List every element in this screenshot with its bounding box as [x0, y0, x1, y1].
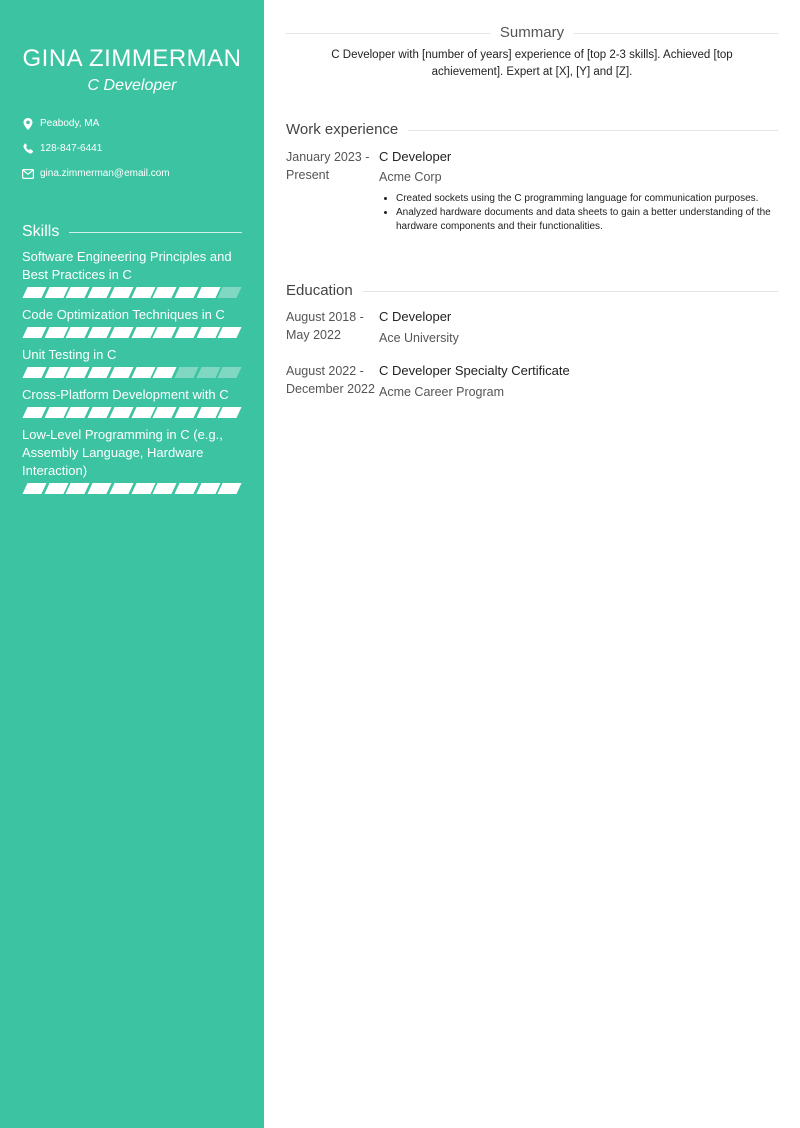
education-entry-title: C Developer Specialty Certificate [379, 363, 570, 378]
work-entry-dates [286, 148, 379, 234]
skill-segment-filled [153, 327, 177, 338]
skill-segment-filled [131, 367, 155, 378]
skill-segment-filled [131, 287, 155, 298]
education-entry-date-end: December 2022 [286, 382, 375, 396]
skill-segment-filled [109, 407, 133, 418]
summary-title: Summary [499, 24, 565, 41]
skill-segment-empty [218, 367, 242, 378]
skill-segment-empty [218, 287, 242, 298]
skill-item [22, 306, 242, 338]
skill-segment-filled [109, 287, 133, 298]
skill-item [22, 346, 242, 378]
skills-divider [69, 232, 242, 233]
work-title: Work experience [286, 121, 399, 138]
contact-phone [22, 136, 242, 161]
skills-title: Skills [22, 223, 60, 240]
skill-level-bar [22, 367, 242, 378]
skill-item [22, 248, 242, 298]
education-entry-dates [286, 308, 379, 348]
skill-level-bar [22, 327, 242, 338]
work-divider [408, 130, 778, 131]
skill-segment-filled [131, 407, 155, 418]
work-bullet: • Created sockets using the C programming language for communication purposes. [396, 192, 778, 206]
education-entry-body [379, 362, 570, 402]
skill-segment-filled [174, 287, 198, 298]
education-entry-dates [286, 362, 379, 402]
work-header [286, 121, 778, 139]
education-entry-date-end: May 2022 [286, 328, 341, 342]
education-header [286, 282, 778, 300]
skill-level-bar [22, 483, 242, 494]
skill-segment-filled [22, 327, 46, 338]
skill-segment-filled [66, 367, 90, 378]
skill-level-bar [22, 407, 242, 418]
skill-segment-filled [88, 407, 112, 418]
sidebar [0, 0, 264, 1128]
contact-email-text: gina.zimmerman@email.com [40, 168, 170, 179]
summary-divider-left [286, 33, 490, 34]
skill-segment-filled [153, 483, 177, 494]
skill-segment-filled [88, 367, 112, 378]
education-entry [286, 362, 778, 402]
skill-segment-filled [66, 483, 90, 494]
skill-name: Software Engineering Principles and Best Practices in C [22, 249, 232, 282]
skill-name: Cross-Platform Development with C [22, 387, 229, 402]
education-divider [363, 291, 778, 292]
education-entry-school: Acme Career Program [379, 385, 505, 399]
work-entry-date-end: Present [286, 168, 330, 182]
skill-segment-filled [22, 483, 46, 494]
phone-icon [22, 143, 34, 155]
work-entry-body [379, 148, 778, 234]
skill-segment-filled [218, 407, 242, 418]
work-entry-company: Acme Corp [379, 170, 442, 184]
skill-segment-filled [153, 287, 177, 298]
education-entry-date-start: August 2022 - [286, 364, 364, 378]
contact-phone-text: 128-847-6441 [40, 143, 103, 154]
summary-header [286, 24, 778, 42]
skill-name: Unit Testing in C [22, 347, 117, 362]
candidate-role: C Developer [87, 77, 177, 94]
contact-location [22, 111, 242, 136]
skill-item [22, 426, 242, 494]
contact-location-text: Peabody, MA [40, 118, 100, 129]
skill-level-bar [22, 287, 242, 298]
skill-segment-filled [131, 483, 155, 494]
contact-email [22, 161, 242, 186]
work-bullet: • Analyzed hardware documents and data sheets to gain a better understanding of the hardware components and their functionalities. [396, 206, 778, 234]
skill-item [22, 386, 242, 418]
summary-divider-right [574, 33, 778, 34]
skill-segment-filled [66, 327, 90, 338]
education-entry-date-start: August 2018 - [286, 310, 364, 324]
skill-segment-filled [174, 327, 198, 338]
skill-segment-filled [88, 483, 112, 494]
skill-segment-filled [131, 327, 155, 338]
skills-header [22, 222, 242, 242]
education-entry-title: C Developer [379, 309, 452, 324]
skill-segment-filled [109, 327, 133, 338]
skill-segment-filled [66, 287, 90, 298]
skill-segment-filled [22, 287, 46, 298]
envelope-icon [22, 168, 34, 180]
work-entry-title: C Developer [379, 149, 452, 164]
skill-segment-filled [174, 483, 198, 494]
summary-text: C Developer with [number of years] experience of [top 2-3 skills]. Achieved [top achievement]. Expert at [X], [Y] and [Z]. [331, 49, 733, 78]
work-entry-bullets [379, 192, 778, 234]
skill-segment-filled [109, 367, 133, 378]
skill-segment-empty [174, 367, 198, 378]
education-entry-school: Ace University [379, 331, 459, 345]
skill-segment-filled [22, 407, 46, 418]
skill-segment-filled [153, 367, 177, 378]
skill-segment-filled [218, 483, 242, 494]
work-entry-date-start: January 2023 - [286, 150, 370, 164]
location-pin-icon [22, 118, 34, 130]
education-entry-body [379, 308, 459, 348]
skill-segment-filled [218, 327, 242, 338]
skill-segment-filled [174, 407, 198, 418]
education-entry [286, 308, 778, 348]
skill-segment-filled [153, 407, 177, 418]
contact-list [22, 111, 242, 186]
skill-name: Low-Level Programming in C (e.g., Assembly Language, Hardware Interaction) [22, 427, 223, 478]
education-title: Education [286, 282, 353, 299]
skill-segment-filled [22, 367, 46, 378]
skill-segment-filled [109, 483, 133, 494]
main-content [286, 0, 778, 402]
skill-segment-filled [66, 407, 90, 418]
work-entry [286, 148, 778, 234]
skill-segment-filled [88, 327, 112, 338]
skills-list [22, 248, 242, 494]
skill-name: Code Optimization Techniques in C [22, 307, 225, 322]
candidate-name: GINA ZIMMERMAN [22, 45, 242, 72]
skill-segment-filled [88, 287, 112, 298]
